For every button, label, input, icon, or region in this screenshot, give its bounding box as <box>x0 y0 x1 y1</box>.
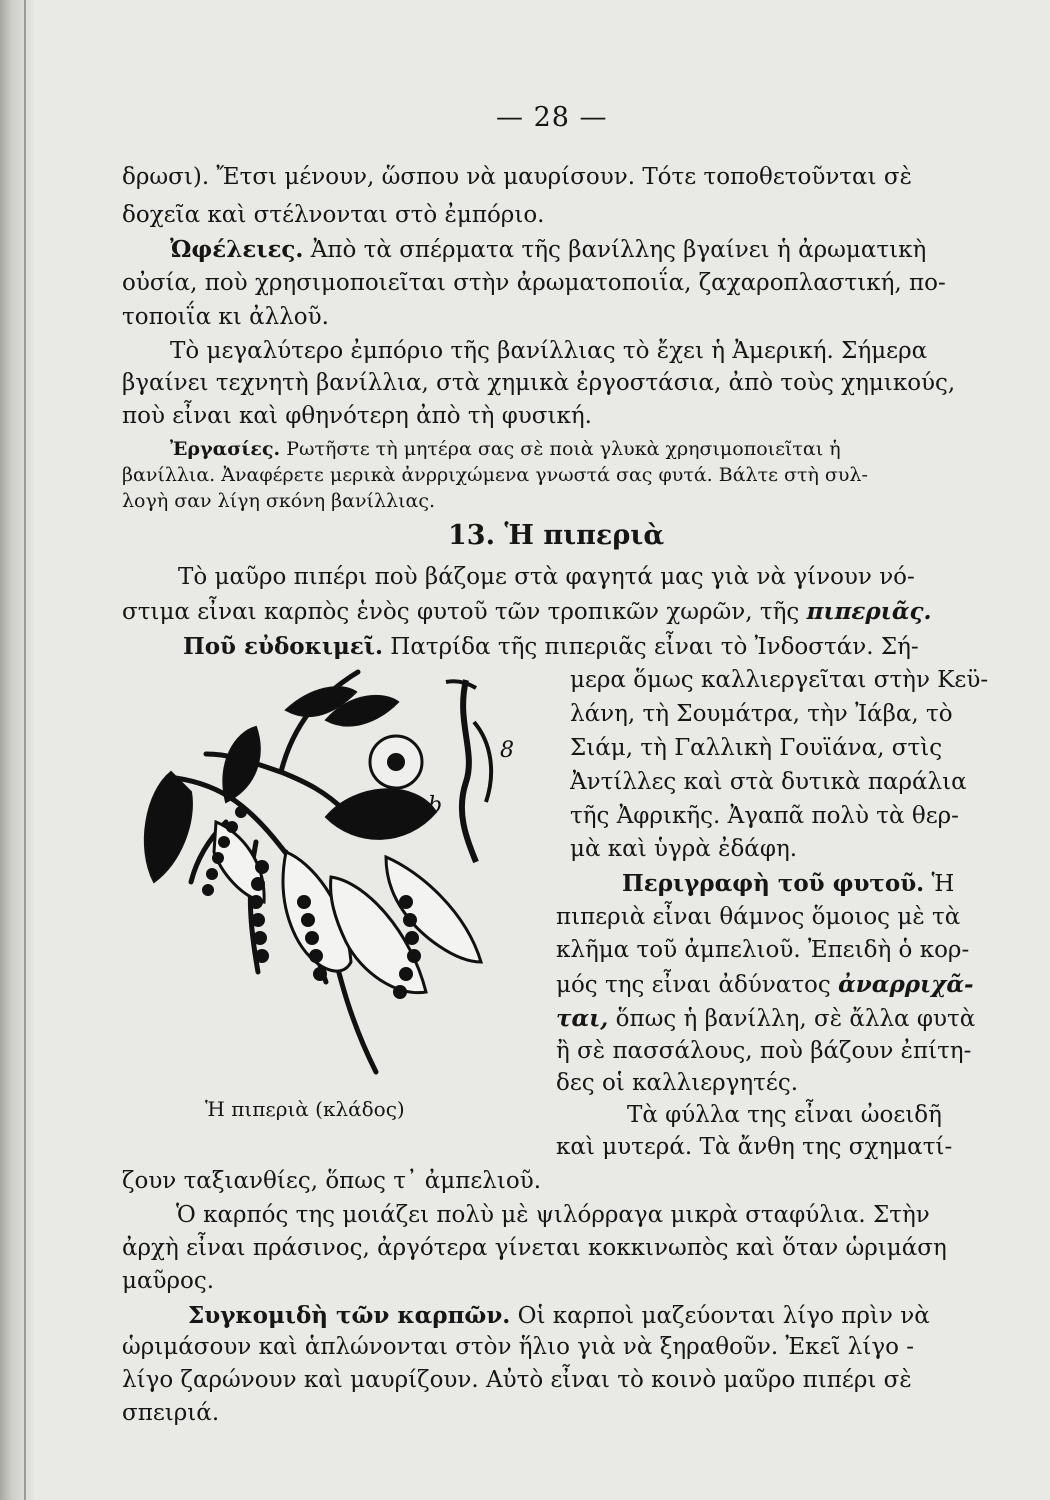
page-edge-line <box>24 0 26 1500</box>
text-line: μαῦρος. <box>122 1268 215 1294</box>
text-line: Ἀντίλλες καὶ στὰ δυτικὰ παράλια <box>570 769 967 795</box>
text-line: μὰ καὶ ὑγρὰ ἐδάφη. <box>570 836 798 862</box>
pepper-berry <box>226 821 238 833</box>
text-line: δες οἱ καλλιεργητές. <box>556 1070 799 1096</box>
pepper-berry <box>399 895 413 909</box>
text-line <box>622 872 954 896</box>
pepper-berry <box>301 913 315 927</box>
pepper-berry <box>313 967 327 981</box>
text-line: βγαίνει τεχνητὴ βανίλλια, στὰ χημικὰ ἐργοστάσια, ἀπὸ τοὺς χημικούς, <box>122 370 956 396</box>
text-line: καὶ μυτερά. Τὰ ἄνθη της σχηματί- <box>556 1134 953 1160</box>
leaf <box>223 727 259 802</box>
pepper-berry <box>251 877 265 891</box>
text-line: δρωσι). Ἔτσι μένουν, ὥσπου νὰ μαυρίσουν. Τότε τοποθετοῦνται σὲ <box>122 164 912 190</box>
emphasis-word: ἀναρριχᾶ- <box>838 971 974 998</box>
pepper-berry <box>218 836 230 848</box>
text-line <box>170 440 841 459</box>
figure-label-a: 8 <box>500 738 514 763</box>
text-line: βανίλλια. Ἀναφέρετε μερικὰ ἀνρριχώμενα γνωστά σας φυτά. Βάλτε στὴ συλ- <box>122 464 868 486</box>
text-line: τῆς Ἀφρικῆς. Ἀγαπᾶ πολὺ τὰ θερ- <box>570 803 959 829</box>
flower-detail-bract <box>446 681 476 688</box>
paragraph-heading: Ἐργασίες. <box>170 438 281 460</box>
text-line <box>556 1007 975 1031</box>
text-line <box>122 600 932 624</box>
pepper-berry <box>251 913 265 927</box>
text-line: δοχεῖα καὶ στέλνονται στὸ ἐμπόριο. <box>122 202 545 228</box>
berry-detail-seed <box>387 753 405 771</box>
text-line <box>188 1304 930 1328</box>
pepper-berry <box>407 949 421 963</box>
paragraph-heading: Ποῦ εὐδοκιμεῖ. <box>183 633 383 660</box>
text-line: Τὰ φύλλα της εἶναι ὠοειδῆ <box>627 1102 942 1128</box>
pepper-berry <box>393 985 407 999</box>
text-line: ὡριμάσουν καὶ ἁπλώνονται στὸν ἥλιο γιὰ νὰ ξηραθοῦν. Ἐκεῖ λίγο - <box>122 1334 915 1360</box>
pepper-berry <box>253 931 267 945</box>
pepper-berry <box>305 931 319 945</box>
paragraph-heading: Συγκομιδὴ τῶν καρπῶν. <box>188 1302 511 1329</box>
figure-caption: Ἡ πιπεριὰ (κλάδος) <box>205 1097 405 1121</box>
pepper-berry <box>255 949 269 963</box>
text-fragment: ὅπως ἡ βανίλλη, σὲ ἄλλα φυτὰ <box>615 1006 976 1032</box>
pepper-berry <box>297 895 311 909</box>
pepper-branch-illustration <box>136 662 546 1082</box>
text-line: λάνη, τὴ Σουμάτρα, τὴν Ἰάβα, τὸ <box>570 701 953 727</box>
pepper-berry <box>403 913 417 927</box>
figure-label-b: b <box>428 793 443 818</box>
text-line: Σιάμ, τὴ Γαλλικὴ Γουϊάνα, στὶς <box>570 735 943 761</box>
text-line: πιπεριὰ εἶναι θάμνος ὅμοιος μὲ τὰ <box>556 904 961 930</box>
pepper-berry <box>249 895 263 909</box>
text-line: κλῆμα τοῦ ἀμπελιοῦ. Ἐπειδὴ ὁ κορ- <box>556 937 970 963</box>
text-fragment: στιμα εἶναι καρπὸς ἑνὸς φυτοῦ τῶν τροπικῶν χωρῶν, τῆς <box>122 599 800 625</box>
pepper-berry <box>202 884 214 896</box>
text-line: ἀρχὴ εἶναι πράσινος, ἀργότερα γίνεται κοκκινωπὸς καὶ ὅταν ὡριμάση <box>122 1235 947 1261</box>
flower-detail-bract <box>474 722 491 802</box>
flower-detail-stalk <box>462 680 476 862</box>
text-line: ἢ σὲ πασσάλους, ποὺ βάζουν ἐπίτη- <box>556 1038 972 1064</box>
text-line <box>183 635 919 659</box>
leaf <box>145 772 192 882</box>
text-line: οὐσία, ποὺ χρησιμοποιεῖται στὴν ἀρωματοποιΐα, ζαχαροπλαστική, πο- <box>122 270 946 296</box>
text-fragment: Πατρίδα τῆς πιπεριᾶς εἶναι τὸ Ἰνδοστάν. Σή- <box>390 634 919 660</box>
text-line: λίγο ζαρώνουν καὶ μαυρίζουν. Αὐτὸ εἶναι τὸ κοινὸ μαῦρο πιπέρι σὲ <box>122 1367 912 1393</box>
paragraph-heading: Ὠφέλειες. <box>170 236 304 263</box>
text-line: Τὸ μαῦρο πιπέρι ποὺ βάζομε στὰ φαγητά μας γιὰ νὰ γίνουν νό- <box>178 564 915 590</box>
text-fragment: Ἡ <box>931 871 955 897</box>
text-line: ζουν ταξιανθίες, ὅπως τ᾽ ἀμπελιοῦ. <box>122 1168 542 1194</box>
section-title: 13. Ἡ πιπεριὰ <box>448 520 665 551</box>
text-fragment: Ἀπὸ τὰ σπέρματα τῆς βανίλλης βγαίνει ἡ ἀρωματικὴ <box>310 237 927 263</box>
text-line: τοποιΐα κι ἀλλοῦ. <box>122 304 329 330</box>
text-line: ποὺ εἶναι καὶ φθηνότερη ἀπὸ τὴ φυσική. <box>122 403 592 429</box>
pepper-berry <box>309 949 323 963</box>
text-line <box>556 973 974 997</box>
text-fragment: μός της εἶναι ἀδύνατος <box>556 972 831 998</box>
text-line: λογὴ σαν λίγη σκόνη βανίλλιας. <box>122 490 436 512</box>
emphasis-word: πιπεριᾶς. <box>806 598 932 625</box>
leaf <box>326 789 436 839</box>
pepper-berry <box>255 860 269 874</box>
pepper-berry <box>399 967 413 981</box>
text-line: μερα ὅμως καλλιεργεῖται στὴν Κεϋ- <box>570 667 989 693</box>
pepper-berry <box>405 931 419 945</box>
text-fragment: Οἱ καρποὶ μαζεύονται λίγο πρὶν νὰ <box>517 1303 930 1329</box>
paragraph-heading: Περιγραφὴ τοῦ φυτοῦ. <box>622 870 925 897</box>
page-number: — 28 — <box>496 102 608 133</box>
text-line: Τὸ μεγαλύτερο ἐμπόριο τῆς βανίλλιας τὸ ἔχει ἡ Ἀμερική. Σήμερα <box>170 338 928 364</box>
pepper-berry <box>212 852 224 864</box>
text-line: Ὁ καρπός της μοιάζει πολὺ μὲ ψιλόρραγα μικρὰ σταφύλια. Στὴν <box>176 1202 930 1228</box>
flower-detail <box>446 680 514 862</box>
text-line: σπειριά. <box>122 1400 220 1426</box>
text-line <box>170 238 926 262</box>
pepper-berry <box>235 806 247 818</box>
text-fragment: Ρωτῆστε τὴ μητέρα σας σὲ ποιὰ γλυκὰ χρησιμοποιεῖται ἡ <box>286 438 841 460</box>
emphasis-word: ται, <box>556 1005 609 1032</box>
page-edge-shadow <box>0 0 34 1500</box>
pepper-berry <box>206 868 218 880</box>
